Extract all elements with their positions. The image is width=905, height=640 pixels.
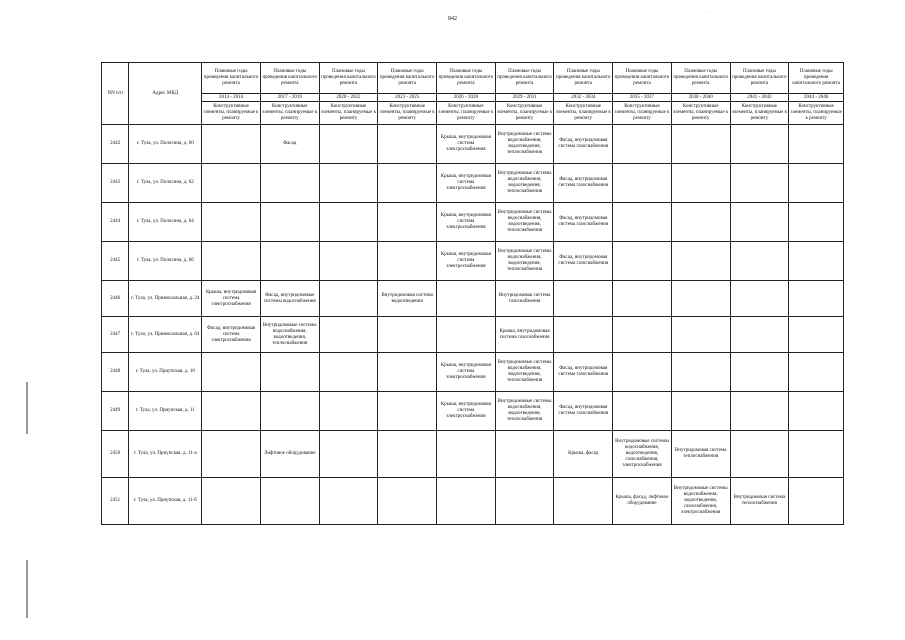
repair-elements-cell: Фасад, внутридомовая система газоснабжения [554,392,613,431]
repair-elements-cell [378,478,437,525]
repair-elements-cell [202,431,261,478]
repair-elements-cell [789,281,844,317]
repair-elements-cell [730,353,789,392]
row-address: г. Тула, ул. Полосина, д. 64 [129,203,202,242]
header-years-7: 2035 - 2037 [613,94,672,102]
repair-elements-cell [202,353,261,392]
repair-elements-cell: Крыша, фасад, лифтовое оборудование [613,478,672,525]
repair-elements-cell [613,353,672,392]
repair-elements-cell [260,203,319,242]
repair-elements-cell [730,242,789,281]
repair-elements-cell [260,478,319,525]
repair-elements-cell: Внутридомовые системы водоснабжения, водоотведения, газоснабжения, электроснабжения [671,478,730,525]
table-header [102,63,844,125]
corner-mark: · [708,10,710,16]
row-number: 2448 [102,353,129,392]
row-address: г. Тула, ул. Полосина, д. 66 [129,242,202,281]
header-elements-9: Конструктивные элементы, планируемые к ремонту [730,102,789,125]
repair-elements-cell: Фасад, внутридомовая система газоснабжения [554,353,613,392]
header-years-3: 2023 - 2025 [378,94,437,102]
header-plan-8: Плановые годы проведения капитального ремонта [671,63,730,94]
row-number: 2447 [102,317,129,353]
repair-elements-cell: Крыша, внутридомовая система электроснабжения [202,281,261,317]
header-plan-4: Плановые годы проведения капитального ремонта [437,63,496,94]
repair-elements-cell [202,125,261,164]
repair-elements-cell [789,203,844,242]
repair-elements-cell [613,203,672,242]
repair-elements-cell: Крыша, внутридомовая система электроснабжения [437,164,496,203]
repair-elements-cell [613,317,672,353]
row-address: г. Тула, ул. Полосина, д. 62 [129,164,202,203]
repair-elements-cell [671,242,730,281]
header-elements-3: Конструктивные элементы, планируемые к ремонту [378,102,437,125]
repair-elements-cell [437,431,496,478]
repair-elements-cell [671,125,730,164]
repair-elements-cell: Внутридомовые системы водоснабжения, водоотведения, теплоснабжения [495,203,554,242]
repair-elements-cell [260,164,319,203]
repair-elements-cell: Внутридомовые системы водоснабжения, водоотведения, теплоснабжения [495,242,554,281]
repair-elements-cell [319,392,378,431]
repair-elements-cell [730,164,789,203]
repair-elements-cell [554,281,613,317]
repair-elements-cell [789,392,844,431]
repair-elements-cell: Внутридомовые системы водоснабжения, водоотведения, теплоснабжения [260,317,319,353]
row-number: 2449 [102,392,129,431]
repair-elements-cell [671,203,730,242]
repair-elements-cell [319,478,378,525]
repair-elements-cell [613,164,672,203]
left-margin-mark-top [26,382,28,434]
repair-elements-cell [260,392,319,431]
table-row [102,392,844,431]
repair-elements-cell: Внутридомовая система теплоснабжения [671,431,730,478]
repair-elements-cell [319,353,378,392]
repair-elements-cell [495,431,554,478]
row-number: 2443 [102,164,129,203]
repair-elements-cell: Внутридомовые системы водоснабжения, водоотведения, теплоснабжения [495,164,554,203]
header-plan-2: Плановые годы проведения капитального ремонта [319,63,378,94]
repair-elements-cell [671,392,730,431]
repair-elements-cell [730,203,789,242]
header-plan-6: Плановые годы проведения капитального ремонта [554,63,613,94]
row-number: 2445 [102,242,129,281]
repair-elements-cell: Фасад, внутридомовая система газоснабжения [554,125,613,164]
header-plan-3: Плановые годы проведения капитального ремонта [378,63,437,94]
repair-elements-cell [378,203,437,242]
header-elements-5: Конструктивные элементы, планируемые к ремонту [495,102,554,125]
repair-elements-cell [437,478,496,525]
repair-elements-cell [260,353,319,392]
repair-elements-cell [319,317,378,353]
repair-elements-cell [378,317,437,353]
table-row [102,353,844,392]
row-number: 2442 [102,125,129,164]
header-elements-7: Конструктивные элементы, планируемые к ремонту [613,102,672,125]
repair-elements-cell [613,392,672,431]
repair-elements-cell [789,353,844,392]
repair-elements-cell [554,317,613,353]
repair-elements-cell [730,431,789,478]
row-number: 2446 [102,281,129,317]
repair-elements-cell [319,203,378,242]
row-number: 2450 [102,431,129,478]
repair-elements-cell [319,431,378,478]
table-row [102,317,844,353]
row-address: г. Тула, ул. Привокзальная, д. 64 [129,317,202,353]
page-number: 842 [448,16,457,22]
repair-elements-cell: Фасад, внутридомовая система газоснабжения [554,242,613,281]
header-elements-4: Конструктивные элементы, планируемые к ремонту [437,102,496,125]
repair-elements-cell [671,353,730,392]
repair-elements-cell [202,203,261,242]
repair-elements-cell: Фасад, внутридомовая система электроснабжения [202,317,261,353]
table-row [102,203,844,242]
header-plan-1: Плановые годы проведения капитального ремонта [260,63,319,94]
header-years-5: 2029 - 2031 [495,94,554,102]
repair-elements-cell: Внутридомовые системы водоснабжения, водоотведения, теплоснабжения [495,125,554,164]
repair-elements-cell [789,242,844,281]
repair-elements-cell [671,281,730,317]
repair-elements-cell [319,281,378,317]
repair-elements-cell [730,125,789,164]
header-num: NN п/п [102,63,129,125]
repair-elements-cell [378,431,437,478]
row-address: г. Тула, ул. Привокзальная, д. 24 [129,281,202,317]
repair-elements-cell: Фасад, внутридомовая система газоснабжения [554,203,613,242]
header-elements-10: Конструктивные элементы, планируемые к ремонту [789,102,844,125]
repair-elements-cell: Крыша, внутридомовая система электроснабжения [437,203,496,242]
header-years-2: 2020 - 2022 [319,94,378,102]
table-row [102,431,844,478]
repair-elements-cell: Фасад, внутридомовые системы водоснабжения [260,281,319,317]
repair-elements-cell [789,317,844,353]
repair-elements-cell [202,478,261,525]
repair-elements-cell [613,125,672,164]
table-row [102,478,844,525]
repair-elements-cell: Внутридомовая система газоснабжения [495,281,554,317]
header-elements-6: Конструктивные элементы, планируемые к ремонту [554,102,613,125]
table-body [102,125,844,525]
table-row [102,164,844,203]
header-plan-9: Плановые годы проведения капитального ремонта [730,63,789,94]
repair-elements-cell: Внутридомовые системы водоснабжения, водоотведения, теплоснабжения [495,392,554,431]
capital-repair-table-container [101,62,844,525]
repair-elements-cell [319,242,378,281]
repair-elements-cell [671,317,730,353]
repair-elements-cell [789,164,844,203]
repair-elements-cell: Крыша, внутридомовая система электроснабжения [437,242,496,281]
capital-repair-table [101,62,844,525]
repair-elements-cell [378,392,437,431]
repair-elements-cell [730,392,789,431]
repair-elements-cell: Крыша, фасад [554,431,613,478]
table-row [102,125,844,164]
header-years-10: 2044 - 2046 [789,94,844,102]
repair-elements-cell [378,164,437,203]
repair-elements-cell: Фасад [260,125,319,164]
repair-elements-cell [202,164,261,203]
table-row [102,242,844,281]
repair-elements-cell [437,317,496,353]
header-elements-1: Конструктивные элементы, планируемые к ремонту [260,102,319,125]
header-plan-7: Плановые годы проведения капитального ремонта [613,63,672,94]
repair-elements-cell: Крыша, внутридомовая система электроснабжения [437,125,496,164]
repair-elements-cell: Внутридомовые системы водоснабжения, водоотведения, теплоснабжения [495,353,554,392]
row-address: г. Тула, ул. Приупская, д. 11-б [129,478,202,525]
header-years-9: 2041 - 2043 [730,94,789,102]
header-row-plan [102,63,844,94]
header-years-8: 2038 - 2040 [671,94,730,102]
repair-elements-cell [378,125,437,164]
repair-elements-cell: Внутридомовая система теплоснабжения [730,478,789,525]
header-years-6: 2032 - 2034 [554,94,613,102]
repair-elements-cell: Крыша, внутридомовая система электроснабжения [437,392,496,431]
header-years-4: 2026 - 2028 [437,94,496,102]
row-address: г. Тула, ул. Полосина, д. 60 [129,125,202,164]
repair-elements-cell [789,478,844,525]
repair-elements-cell [495,478,554,525]
repair-elements-cell [378,242,437,281]
repair-elements-cell [730,317,789,353]
header-years-0: 2014 - 2016 [202,94,261,102]
header-row-elements [102,102,844,125]
header-elements-8: Конструктивные элементы, планируемые к ремонту [671,102,730,125]
repair-elements-cell [319,125,378,164]
row-address: г. Тула, ул. Приупская, д. 10 [129,353,202,392]
repair-elements-cell [554,478,613,525]
repair-elements-cell [319,164,378,203]
repair-elements-cell [730,281,789,317]
repair-elements-cell [202,242,261,281]
header-plan-5: Плановые годы проведения капитального ремонта [495,63,554,94]
repair-elements-cell: Внутридомовая система водоотведения [378,281,437,317]
row-address: г. Тула, ул. Приупская, д. 11-а [129,431,202,478]
table-row [102,281,844,317]
repair-elements-cell [613,242,672,281]
header-elements-2: Конструктивные элементы, планируемые к ремонту [319,102,378,125]
repair-elements-cell [202,392,261,431]
header-plan-0: Плановые годы проведения капитального ремонта [202,63,261,94]
header-row-years [102,94,844,102]
row-address: г. Тула, ул. Приупская, д. 11 [129,392,202,431]
repair-elements-cell [789,125,844,164]
repair-elements-cell: Крыша, внутридомовая система электроснабжения [437,353,496,392]
repair-elements-cell: Крыша, внутридомовая система газоснабжения [495,317,554,353]
repair-elements-cell [378,353,437,392]
repair-elements-cell [613,281,672,317]
repair-elements-cell: Фасад, внутридомовая система газоснабжения [554,164,613,203]
left-margin-mark-bottom [26,560,28,618]
repair-elements-cell [437,281,496,317]
header-plan-10: Плановые годы проведения капитального ремонта [789,63,844,94]
repair-elements-cell [671,164,730,203]
header-elements-0: Конструктивные элементы, планируемые к ремонту [202,102,261,125]
header-address: Адрес МКД [129,63,202,125]
repair-elements-cell [260,242,319,281]
repair-elements-cell: Лифтовое оборудование [260,431,319,478]
repair-elements-cell [789,431,844,478]
repair-elements-cell: Внутридомовые системы водоснабжения, водоотведения, газоснабжения, электроснабжения [613,431,672,478]
row-number: 2451 [102,478,129,525]
row-number: 2444 [102,203,129,242]
header-years-1: 2017 - 2019 [260,94,319,102]
